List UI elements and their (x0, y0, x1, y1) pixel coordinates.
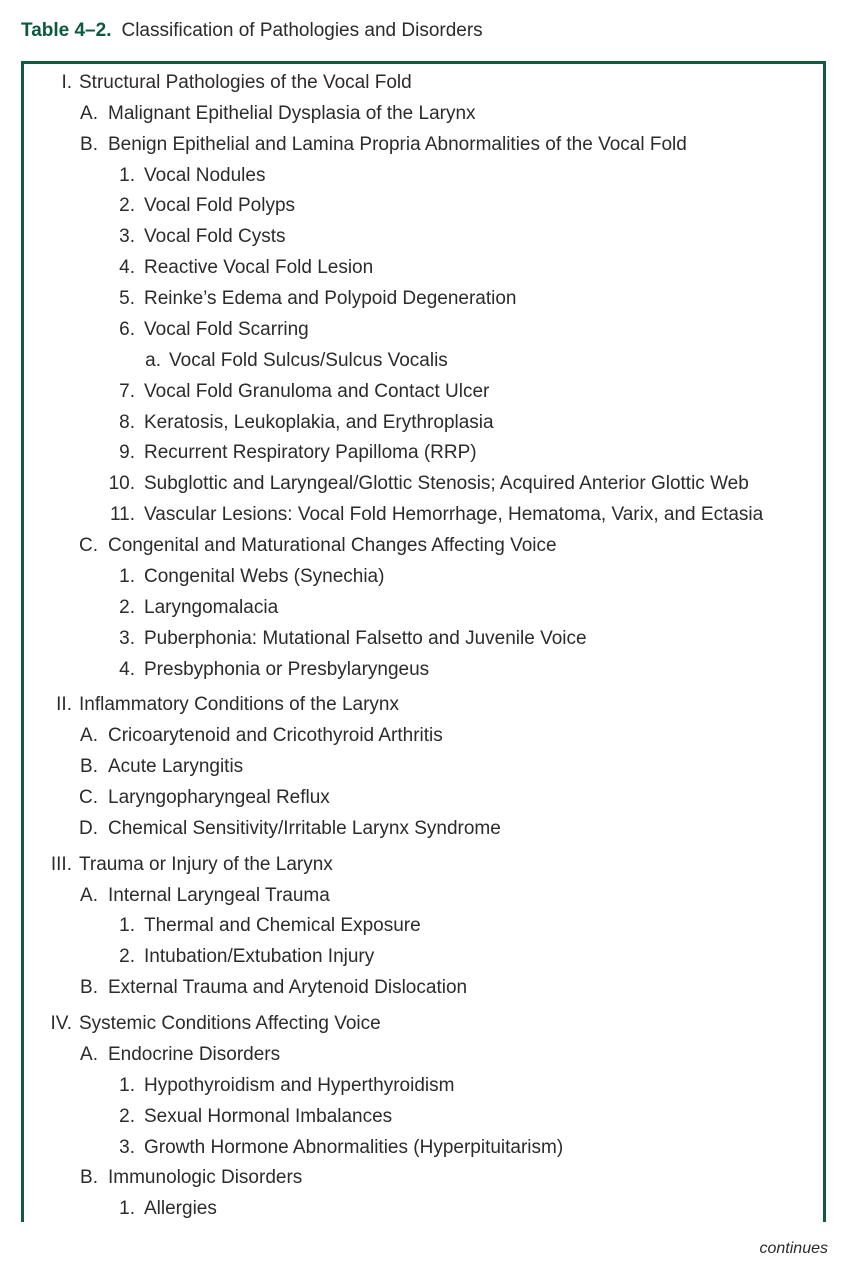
outline-item-text: Growth Hormone Abnormalities (Hyperpituitarism) (144, 1137, 564, 1158)
outline-item-text: Thermal and Chemical Exposure (144, 915, 421, 936)
outline-item (0, 1197, 849, 1221)
outline-item-text: External Trauma and Arytenoid Dislocation (108, 977, 468, 998)
outline-item-number: D. (79, 818, 98, 839)
outline-item-number: 1. (119, 566, 135, 587)
outline-item (0, 102, 849, 126)
outline-item-text: Vocal Fold Granuloma and Contact Ulcer (144, 381, 490, 402)
outline-item-number: 1. (119, 1075, 135, 1096)
outline-item (0, 503, 849, 527)
outline-item (0, 411, 849, 435)
outline-item (0, 71, 849, 95)
outline-item-text: Vascular Lesions: Vocal Fold Hemorrhage, Hematoma, Varix, and Ectasia (144, 504, 764, 525)
outline-item-number: 3. (119, 226, 135, 247)
outline-item-text: Keratosis, Leukoplakia, and Erythroplasia (144, 412, 494, 433)
outline-item-number: 1. (119, 915, 135, 936)
outline-item-number: B. (80, 756, 98, 777)
outline-item (0, 1012, 849, 1036)
outline-item-number: A. (80, 725, 98, 746)
outline-item (0, 164, 849, 188)
outline-item (0, 884, 849, 908)
table-label: Table 4–2. (21, 20, 112, 41)
outline-item-number: III. (50, 854, 72, 875)
outline-item-number: 2. (119, 597, 135, 618)
outline-item-number: 2. (119, 195, 135, 216)
outline-item (0, 1166, 849, 1190)
outline-item (0, 658, 849, 682)
outline-item (0, 914, 849, 938)
outline-item-text: Immunologic Disorders (108, 1167, 303, 1188)
outline-item-number: 7. (119, 381, 135, 402)
outline-item (0, 1043, 849, 1067)
outline-item (0, 380, 849, 404)
outline-item-text: Malignant Epithelial Dysplasia of the Larynx (108, 103, 476, 124)
outline-item-text: Intubation/Extubation Injury (144, 946, 375, 967)
outline-item (0, 596, 849, 620)
outline-item-text: Vocal Fold Polyps (144, 195, 296, 216)
outline-item-text: Recurrent Respiratory Papilloma (RRP) (144, 442, 477, 463)
outline-item (0, 627, 849, 651)
outline-item-text: Benign Epithelial and Lamina Propria Abnormalities of the Vocal Fold (108, 134, 687, 155)
outline-item-number: A. (80, 1044, 98, 1065)
outline-item-number: 3. (119, 1137, 135, 1158)
outline-item-text: Hypothyroidism and Hyperthyroidism (144, 1075, 455, 1096)
outline-item-text: Vocal Fold Scarring (144, 319, 309, 340)
outline-item (0, 256, 849, 280)
outline-item (0, 441, 849, 465)
outline-item-number: B. (80, 1167, 98, 1188)
outline-item-number: 1. (119, 165, 135, 186)
outline-item-text: Trauma or Injury of the Larynx (79, 854, 333, 875)
continues-note: continues (759, 1240, 828, 1257)
outline-item (0, 349, 849, 373)
table-caption (21, 20, 483, 42)
outline-item-number: IV. (50, 1013, 72, 1034)
outline-item-text: Laryngomalacia (144, 597, 279, 618)
outline-item-number: 4. (119, 659, 135, 680)
outline-item-number: A. (80, 103, 98, 124)
outline-item (0, 755, 849, 779)
table-title: Classification of Pathologies and Disorders (121, 20, 483, 41)
outline-item-number: C. (79, 787, 98, 808)
outline-item (0, 724, 849, 748)
outline-item (0, 1105, 849, 1129)
outline-item-text: Vocal Nodules (144, 165, 266, 186)
outline-item-number: 8. (119, 412, 135, 433)
outline-item-text: Sexual Hormonal Imbalances (144, 1106, 393, 1127)
outline-item-text: Systemic Conditions Affecting Voice (79, 1013, 381, 1034)
outline-item (0, 565, 849, 589)
outline-item-text: Subglottic and Laryngeal/Glottic Stenosis; Acquired Anterior Glottic Web (144, 473, 749, 494)
outline-item-number: C. (79, 535, 98, 556)
outline-item-number: 2. (119, 946, 135, 967)
outline-item-text: Puberphonia: Mutational Falsetto and Juvenile Voice (144, 628, 587, 649)
outline-item-number: A. (80, 885, 98, 906)
outline-item-number: 6. (119, 319, 135, 340)
outline-item (0, 976, 849, 1000)
outline-item-text: Acute Laryngitis (108, 756, 244, 777)
outline-item-number: B. (80, 977, 98, 998)
outline-item-text: Vocal Fold Sulcus/Sulcus Vocalis (169, 350, 448, 371)
outline-item (0, 318, 849, 342)
outline-item (0, 472, 849, 496)
outline-item-text: Chemical Sensitivity/Irritable Larynx Syndrome (108, 818, 501, 839)
outline-item-number: 10. (108, 473, 135, 494)
outline-item (0, 693, 849, 717)
outline-item (0, 945, 849, 969)
outline-item-number: 3. (119, 628, 135, 649)
outline-item-text: Structural Pathologies of the Vocal Fold (79, 72, 412, 93)
outline-item-text: Cricoarytenoid and Cricothyroid Arthritis (108, 725, 443, 746)
outline-item (0, 287, 849, 311)
outline-item-text: Laryngopharyngeal Reflux (108, 787, 330, 808)
outline-item (0, 1074, 849, 1098)
outline-item-number: 1. (119, 1198, 135, 1219)
outline-item-text: Presbyphonia or Presbylaryngeus (144, 659, 430, 680)
outline-item-number: 11. (109, 504, 135, 525)
outline-item (0, 853, 849, 877)
outline-item (0, 817, 849, 841)
outline-item-number: 5. (119, 288, 135, 309)
outline-item-text: Inflammatory Conditions of the Larynx (79, 694, 399, 715)
outline-item (0, 194, 849, 218)
outline-item-number: II. (56, 694, 72, 715)
outline-item-number: I. (61, 72, 72, 93)
outline-item-text: Vocal Fold Cysts (144, 226, 286, 247)
outline-item-text: Congenital and Maturational Changes Affecting Voice (108, 535, 557, 556)
outline-item (0, 225, 849, 249)
outline-item (0, 133, 849, 157)
outline-item-text: Endocrine Disorders (108, 1044, 281, 1065)
outline-item-text: Reactive Vocal Fold Lesion (144, 257, 374, 278)
outline-item (0, 1136, 849, 1160)
outline-item-number: a. (145, 350, 161, 371)
outline-item (0, 786, 849, 810)
outline-item-text: Reinke’s Edema and Polypoid Degeneration (144, 288, 517, 309)
outline-item-text: Internal Laryngeal Trauma (108, 885, 330, 906)
outline-item-text: Congenital Webs (Synechia) (144, 566, 385, 587)
outline-item-number: 9. (119, 442, 135, 463)
outline-item-number: 2. (119, 1106, 135, 1127)
outline-item-text: Allergies (144, 1198, 217, 1219)
outline-item-number: 4. (119, 257, 135, 278)
outline-item-number: B. (80, 134, 98, 155)
outline-item (0, 534, 849, 558)
